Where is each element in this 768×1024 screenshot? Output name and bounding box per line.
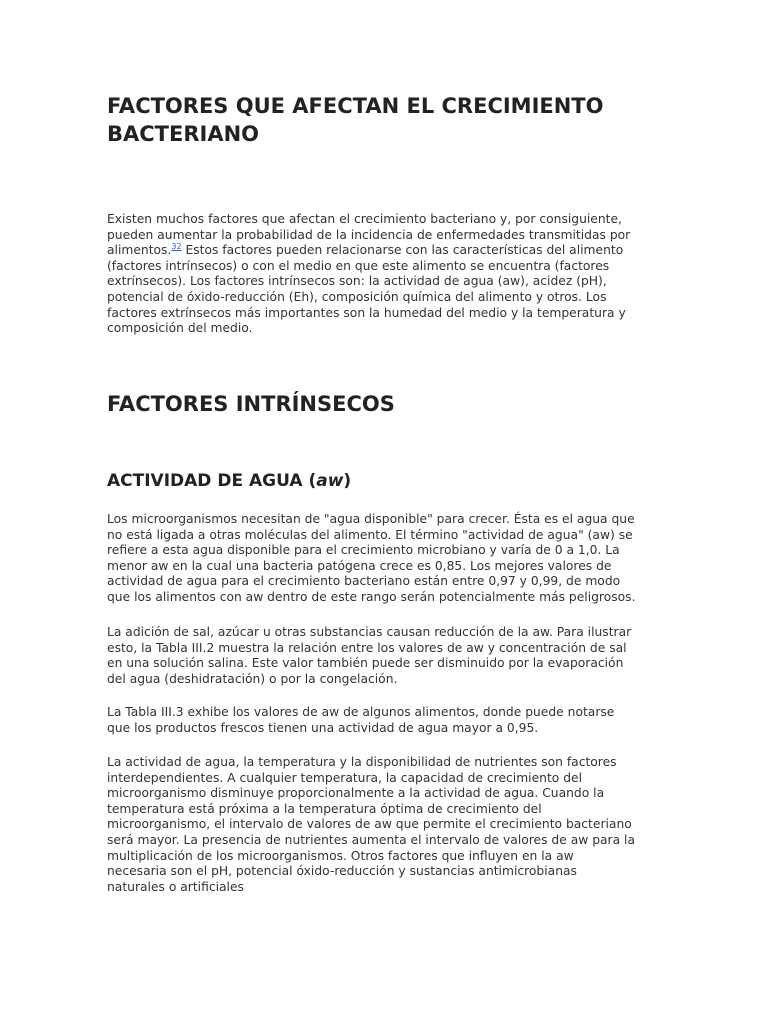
- subsection-title: [107, 469, 351, 493]
- intro-text-start: Existen muchos factores que afectan el crecimiento bacteriano y, por consiguiente, pueden aumentar la probabilidad de la incidencia de enfermedades transmitidas por alimentos.: [107, 212, 631, 258]
- subsection-title-italic: aw: [316, 471, 344, 491]
- body-paragraph: La adición de sal, azúcar u otras substancias causan reducción de la aw. Para ilustrar esto, la Tabla III.2 muestra la relación entre los valores de aw y concentración de sal en una solución salina. Este valor también puede ser disminuido por la evaporación del agua (deshidratación) o por la congelación.: [107, 625, 632, 686]
- body-paragraph: Los microorganismos necesitan de "agua disponible" para crecer. Ésta es el agua que no está ligada a otras moléculas del alimento. El término "actividad de agua" (aw) se refiere a esta agua disponible para el crecimiento microbiano y varía de 0 a 1,0. La menor aw en la cual una bacteria patógena crece es 0,85. Los mejores valores de actividad de agua para el crecimiento bacteriano están entre 0,97 y 0,99, de modo que los alimentos con aw dentro de este rango serán potencialmente más peligrosos.: [107, 512, 636, 604]
- subsection-title-prefix: ACTIVIDAD DE AGUA (: [107, 471, 317, 491]
- citation-link[interactable]: 32: [171, 242, 182, 252]
- body-paragraph: La Tabla III.3 exhibe los valores de aw de algunos alimentos, donde puede notarse que los productos frescos tienen una actividad de agua mayor a 0,95.: [107, 705, 615, 735]
- subsection-title-suffix: ): [343, 471, 352, 491]
- body-paragraph: La actividad de agua, la temperatura y la disponibilidad de nutrientes son factores interdependientes. A cualquier temperatura, la capacidad de crecimiento del microorganismo disminuye proporcionalmente a la actividad de agua. Cuando la temperatura está próxima a la temperatura óptima de crecimiento del microorganismo, el intervalo de valores de aw que permite el crecimiento bacteriano será mayor. La presencia de nutrientes aumenta el intervalo de valores de aw para la multiplicación de los microorganismos. Otros factores que influyen en la aw necesaria son el pH, potencial óxido-reducción y sustancias antimicrobianas naturales o artificiales: [107, 755, 636, 894]
- page-title-line-1: FACTORES QUE AFECTAN EL CRECIMIENTO: [107, 94, 604, 118]
- intro-paragraph: [107, 212, 637, 337]
- intro-text-end: Estos factores pueden relacionarse con las características del alimento (factores intrínsecos) o con el medio en que este alimento se encuentra (factores extrínsecos). Los factores intrínsecos son: la actividad de agua (aw), acidez (pH), potencial de óxido-reducción (Eh), composición química del alimento y otros. Los factores extrínsecos más importantes son la humedad del medio y la temperatura y composición del medio.: [107, 243, 626, 336]
- page-title: [107, 92, 667, 148]
- section-title: FACTORES INTRÍNSECOS: [107, 392, 395, 416]
- page-title-line-2: BACTERIANO: [107, 122, 260, 146]
